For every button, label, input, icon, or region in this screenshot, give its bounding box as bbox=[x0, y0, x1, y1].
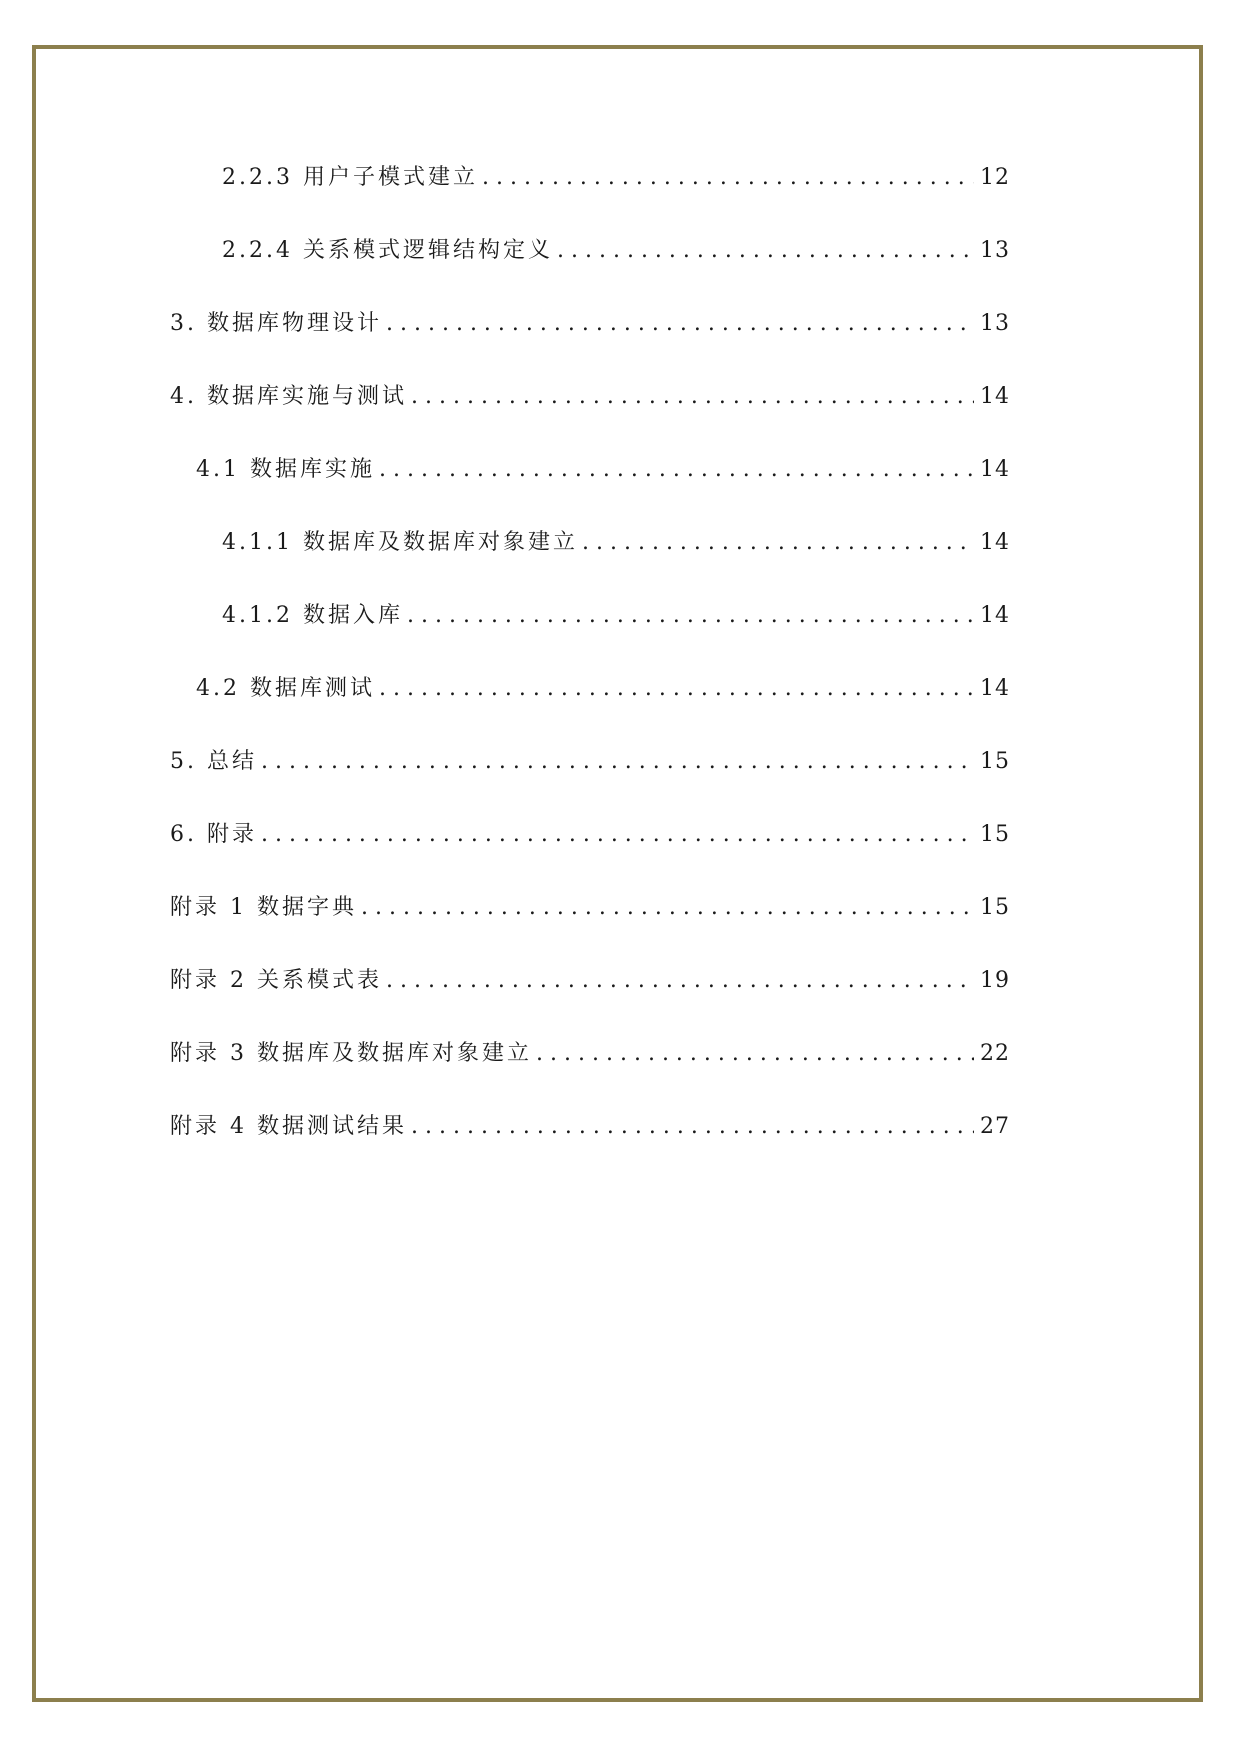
toc-entry-label: 附录 4 数据测试结果 bbox=[170, 1114, 407, 1139]
toc-entry-page-number: 15 bbox=[980, 749, 1010, 774]
toc-entry[interactable] bbox=[170, 890, 1010, 963]
toc-entry[interactable] bbox=[170, 160, 1010, 233]
toc-dot-leader bbox=[536, 1041, 974, 1066]
toc-entry-label: 4.1.2 数据入库 bbox=[222, 603, 403, 628]
toc-entry-label: 附录 3 数据库及数据库对象建立 bbox=[170, 1041, 532, 1066]
toc-entry-page-number: 13 bbox=[980, 311, 1010, 336]
toc-dot-leader bbox=[407, 603, 974, 628]
toc-dot-leader bbox=[482, 165, 974, 190]
toc-entry-page-number: 14 bbox=[980, 676, 1010, 701]
toc-entry[interactable] bbox=[170, 817, 1010, 890]
toc-entry-page-number: 22 bbox=[980, 1041, 1010, 1066]
toc-entry-page-number: 27 bbox=[980, 1114, 1010, 1139]
toc-dot-leader bbox=[557, 238, 974, 263]
toc-entry-label: 3. 数据库物理设计 bbox=[170, 311, 382, 336]
toc-entry-page-number: 14 bbox=[980, 457, 1010, 482]
toc-dot-leader bbox=[386, 968, 974, 993]
toc-dot-leader bbox=[411, 1114, 974, 1139]
toc-dot-leader bbox=[261, 749, 974, 774]
toc-entry[interactable] bbox=[170, 598, 1010, 671]
toc-entry-label: 2.2.4 关系模式逻辑结构定义 bbox=[222, 238, 553, 263]
toc-entry-label: 附录 2 关系模式表 bbox=[170, 968, 382, 993]
table-of-contents bbox=[170, 160, 1010, 1182]
toc-entry[interactable] bbox=[170, 379, 1010, 452]
toc-entry-label: 4.1 数据库实施 bbox=[196, 457, 375, 482]
toc-entry[interactable] bbox=[170, 744, 1010, 817]
toc-dot-leader bbox=[361, 895, 974, 920]
toc-entry-page-number: 14 bbox=[980, 530, 1010, 555]
toc-entry[interactable] bbox=[170, 963, 1010, 1036]
toc-entry[interactable] bbox=[170, 452, 1010, 525]
toc-entry-label: 4.1.1 数据库及数据库对象建立 bbox=[222, 530, 578, 555]
toc-dot-leader bbox=[582, 530, 974, 555]
toc-dot-leader bbox=[261, 822, 974, 847]
toc-entry-label: 2.2.3 用户子模式建立 bbox=[222, 165, 478, 190]
toc-entry-page-number: 15 bbox=[980, 895, 1010, 920]
toc-entry-page-number: 14 bbox=[980, 384, 1010, 409]
toc-entry-page-number: 15 bbox=[980, 822, 1010, 847]
toc-entry-label: 4.2 数据库测试 bbox=[196, 676, 375, 701]
toc-entry-page-number: 14 bbox=[980, 603, 1010, 628]
toc-entry-page-number: 12 bbox=[980, 165, 1010, 190]
toc-entry-label: 5. 总结 bbox=[170, 749, 257, 774]
toc-entry-label: 附录 1 数据字典 bbox=[170, 895, 357, 920]
toc-entry[interactable] bbox=[170, 1036, 1010, 1109]
toc-entry-label: 4. 数据库实施与测试 bbox=[170, 384, 407, 409]
toc-dot-leader bbox=[379, 676, 974, 701]
toc-entry[interactable] bbox=[170, 525, 1010, 598]
toc-dot-leader bbox=[379, 457, 974, 482]
toc-entry-label: 6. 附录 bbox=[170, 822, 257, 847]
toc-dot-leader bbox=[411, 384, 974, 409]
toc-dot-leader bbox=[386, 311, 974, 336]
toc-entry[interactable] bbox=[170, 233, 1010, 306]
toc-entry[interactable] bbox=[170, 671, 1010, 744]
toc-entry-page-number: 19 bbox=[980, 968, 1010, 993]
toc-entry[interactable] bbox=[170, 306, 1010, 379]
toc-entry-page-number: 13 bbox=[980, 238, 1010, 263]
toc-entry[interactable] bbox=[170, 1109, 1010, 1182]
